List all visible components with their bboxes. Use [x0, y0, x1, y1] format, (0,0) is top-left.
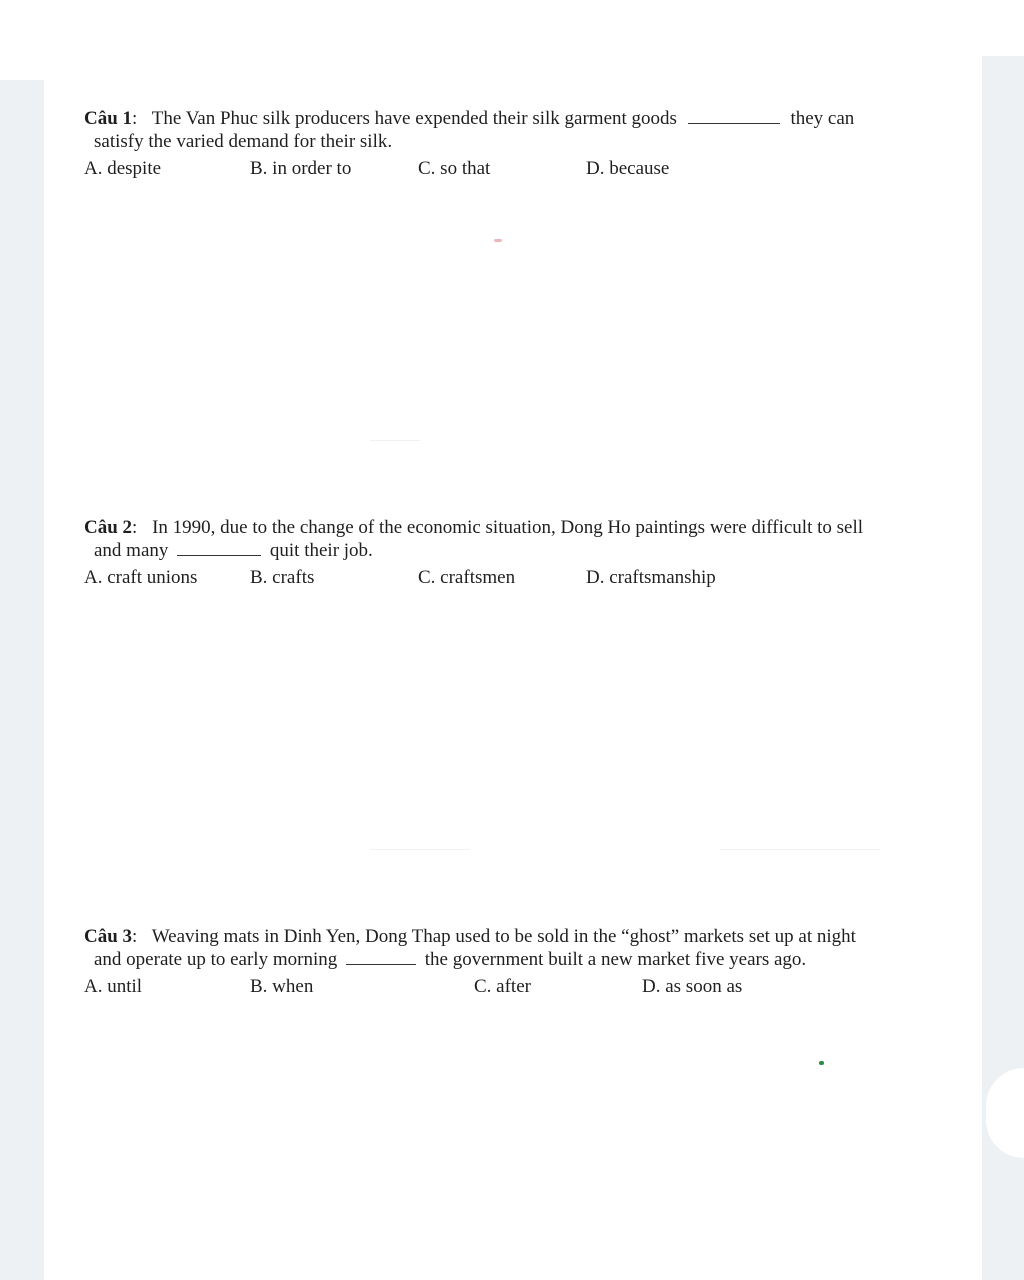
question-1-options — [84, 157, 944, 183]
question-1-blank — [688, 107, 780, 124]
option-c[interactable]: C. so that — [418, 158, 491, 179]
scan-artifact-line — [370, 849, 470, 850]
question-3-options — [84, 975, 944, 1001]
question-3-line2 — [84, 948, 944, 971]
option-a[interactable]: A. until — [84, 976, 143, 997]
question-2-blank — [177, 539, 261, 556]
option-d[interactable]: D. craftsmanship — [586, 567, 716, 588]
option-b[interactable]: B. crafts — [250, 567, 315, 588]
scan-speck — [819, 1061, 824, 1065]
question-3-blank — [346, 948, 416, 965]
option-c[interactable]: C. craftsmen — [418, 567, 516, 588]
question-1-stem: Câu 1: The Van Phuc silk producers have expended their silk garment goods they can — [84, 108, 855, 129]
question-3-text: Weaving mats in Dinh Yen, Dong Thap used to be sold in the “ghost” markets set up at night — [151, 926, 856, 947]
background-left-strip — [0, 80, 44, 1280]
question-3-stem: Câu 3: Weaving mats in Dinh Yen, Dong Thap used to be sold in the “ghost” markets set up at night — [84, 926, 856, 947]
question-3-line2-start: and operate up to early morning — [94, 949, 338, 970]
question-1-text-end: they can — [790, 108, 855, 129]
question-2-text: In 1990, due to the change of the economic situation, Dong Ho paintings were difficult to sell — [152, 517, 864, 538]
option-c[interactable]: C. after — [474, 976, 531, 997]
question-1-line2: satisfy the varied demand for their silk. — [94, 131, 393, 152]
question-2-stem: Câu 2: In 1990, due to the change of the economic situation, Dong Ho paintings were difficult to sell — [84, 517, 864, 538]
question-2-line2-start: and many — [94, 540, 169, 561]
question-1-label: Câu 1 — [84, 108, 133, 129]
question-3 — [84, 925, 944, 1001]
option-b[interactable]: B. when — [250, 976, 314, 997]
option-a[interactable]: A. despite — [84, 158, 162, 179]
option-d[interactable]: D. because — [586, 158, 670, 179]
document-page — [44, 56, 982, 1280]
question-2-options — [84, 566, 944, 592]
question-2-line2 — [84, 539, 944, 562]
question-2-line2-end: quit their job. — [269, 540, 373, 561]
option-a[interactable]: A. craft unions — [84, 567, 198, 588]
question-3-label: Câu 3 — [84, 926, 133, 947]
question-2 — [84, 516, 944, 592]
scan-artifact-line — [720, 849, 880, 850]
scan-artifact-line — [370, 440, 420, 441]
question-1-text: The Van Phuc silk producers have expended their silk garment goods — [151, 108, 677, 129]
option-b[interactable]: B. in order to — [250, 158, 352, 179]
scan-speck — [494, 239, 502, 242]
question-1 — [84, 107, 944, 183]
question-2-label: Câu 2 — [84, 517, 133, 538]
option-d[interactable]: D. as soon as — [642, 976, 743, 997]
question-3-line2-end: the government built a new market five years ago. — [424, 949, 807, 970]
